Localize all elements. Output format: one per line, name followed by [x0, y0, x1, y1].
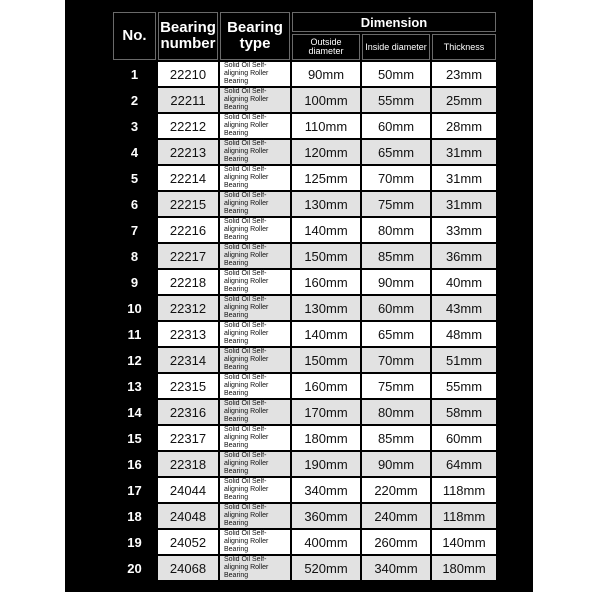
bearing-number-cell: 22216 [158, 218, 218, 242]
inside-diameter-cell: 80mm [362, 218, 430, 242]
row-number: 6 [113, 192, 156, 216]
bearing-type-cell: Solid Oil Self-aligning Roller Bearing [220, 114, 290, 138]
bearing-type-cell: Solid Oil Self-aligning Roller Bearing [220, 296, 290, 320]
outside-diameter-cell: 360mm [292, 504, 360, 528]
row-number: 19 [113, 530, 156, 554]
thickness-cell: 48mm [432, 322, 496, 346]
outside-diameter-cell: 150mm [292, 348, 360, 372]
bearing-type-cell: Solid Oil Self-aligning Roller Bearing [220, 140, 290, 164]
bearing-type-cell: Solid Oil Self-aligning Roller Bearing [220, 530, 290, 554]
table-row [113, 348, 496, 372]
outside-diameter-cell: 140mm [292, 322, 360, 346]
outside-diameter-cell: 340mm [292, 478, 360, 502]
table-row [113, 426, 496, 450]
bearing-number-cell: 24048 [158, 504, 218, 528]
outside-diameter-cell: 120mm [292, 140, 360, 164]
bearing-type-cell: Solid Oil Self-aligning Roller Bearing [220, 504, 290, 528]
thickness-cell: 55mm [432, 374, 496, 398]
row-number: 3 [113, 114, 156, 138]
table-row [113, 140, 496, 164]
outside-diameter-cell: 170mm [292, 400, 360, 424]
inside-diameter-cell: 50mm [362, 62, 430, 86]
bearing-number-cell: 22316 [158, 400, 218, 424]
outside-diameter-cell: 180mm [292, 426, 360, 450]
table-row [113, 218, 496, 242]
inside-diameter-cell: 65mm [362, 140, 430, 164]
table-row [113, 452, 496, 476]
table-row [113, 374, 496, 398]
table-row [113, 322, 496, 346]
table-row [113, 504, 496, 528]
bearing-number-cell: 22318 [158, 452, 218, 476]
bearing-type-cell: Solid Oil Self-aligning Roller Bearing [220, 244, 290, 268]
bearing-type-cell: Solid Oil Self-aligning Roller Bearing [220, 426, 290, 450]
table-row [113, 530, 496, 554]
outside-diameter-cell: 90mm [292, 62, 360, 86]
header-inside-diameter: Inside diameter [362, 34, 430, 60]
header-bearing-number: Bearing number [158, 12, 218, 60]
row-number: 16 [113, 452, 156, 476]
table-row [113, 88, 496, 112]
row-number: 11 [113, 322, 156, 346]
bearing-number-cell: 22212 [158, 114, 218, 138]
row-number: 8 [113, 244, 156, 268]
bearing-type-cell: Solid Oil Self-aligning Roller Bearing [220, 62, 290, 86]
bearing-number-cell: 24052 [158, 530, 218, 554]
thickness-cell: 140mm [432, 530, 496, 554]
bearing-type-cell: Solid Oil Self-aligning Roller Bearing [220, 556, 290, 580]
outside-diameter-cell: 160mm [292, 374, 360, 398]
table-row [113, 478, 496, 502]
inside-diameter-cell: 340mm [362, 556, 430, 580]
table-body [113, 62, 496, 580]
table-row [113, 62, 496, 86]
thickness-cell: 40mm [432, 270, 496, 294]
thickness-cell: 60mm [432, 426, 496, 450]
bearing-type-cell: Solid Oil Self-aligning Roller Bearing [220, 348, 290, 372]
row-number: 9 [113, 270, 156, 294]
thickness-cell: 118mm [432, 478, 496, 502]
inside-diameter-cell: 75mm [362, 374, 430, 398]
table-row [113, 192, 496, 216]
header-bearing-type: Bearing type [220, 12, 290, 60]
row-number: 13 [113, 374, 156, 398]
thickness-cell: 43mm [432, 296, 496, 320]
bearing-type-cell: Solid Oil Self-aligning Roller Bearing [220, 270, 290, 294]
header-dimension: Dimension [292, 12, 496, 32]
outside-diameter-cell: 130mm [292, 192, 360, 216]
outside-diameter-cell: 110mm [292, 114, 360, 138]
row-number: 1 [113, 62, 156, 86]
inside-diameter-cell: 260mm [362, 530, 430, 554]
thickness-cell: 51mm [432, 348, 496, 372]
inside-diameter-cell: 90mm [362, 270, 430, 294]
table-row [113, 296, 496, 320]
inside-diameter-cell: 85mm [362, 244, 430, 268]
table-header [113, 12, 496, 60]
row-number: 10 [113, 296, 156, 320]
thickness-cell: 28mm [432, 114, 496, 138]
row-number: 18 [113, 504, 156, 528]
outside-diameter-cell: 100mm [292, 88, 360, 112]
thickness-cell: 118mm [432, 504, 496, 528]
inside-diameter-cell: 70mm [362, 166, 430, 190]
thickness-cell: 180mm [432, 556, 496, 580]
bearing-type-cell: Solid Oil Self-aligning Roller Bearing [220, 374, 290, 398]
thickness-cell: 64mm [432, 452, 496, 476]
bearing-number-cell: 22218 [158, 270, 218, 294]
bearing-number-cell: 24044 [158, 478, 218, 502]
inside-diameter-cell: 240mm [362, 504, 430, 528]
thickness-cell: 31mm [432, 166, 496, 190]
row-number: 20 [113, 556, 156, 580]
inside-diameter-cell: 85mm [362, 426, 430, 450]
outside-diameter-cell: 400mm [292, 530, 360, 554]
outside-diameter-cell: 130mm [292, 296, 360, 320]
outside-diameter-cell: 160mm [292, 270, 360, 294]
table-row [113, 400, 496, 424]
bearing-number-cell: 22210 [158, 62, 218, 86]
thickness-cell: 36mm [432, 244, 496, 268]
thickness-cell: 25mm [432, 88, 496, 112]
bearing-number-cell: 22217 [158, 244, 218, 268]
bearing-type-cell: Solid Oil Self-aligning Roller Bearing [220, 400, 290, 424]
bearing-type-cell: Solid Oil Self-aligning Roller Bearing [220, 218, 290, 242]
bearing-number-cell: 22315 [158, 374, 218, 398]
row-number: 12 [113, 348, 156, 372]
table-row [113, 166, 496, 190]
table-row [113, 244, 496, 268]
bearing-number-cell: 22215 [158, 192, 218, 216]
bearing-number-cell: 24068 [158, 556, 218, 580]
bearing-type-cell: Solid Oil Self-aligning Roller Bearing [220, 322, 290, 346]
header-thickness: Thickness [432, 34, 496, 60]
inside-diameter-cell: 220mm [362, 478, 430, 502]
thickness-cell: 33mm [432, 218, 496, 242]
inside-diameter-cell: 60mm [362, 296, 430, 320]
row-number: 14 [113, 400, 156, 424]
bearing-number-cell: 22211 [158, 88, 218, 112]
bearing-number-cell: 22213 [158, 140, 218, 164]
bearing-spec-table [111, 10, 498, 582]
table-row [113, 270, 496, 294]
outside-diameter-cell: 140mm [292, 218, 360, 242]
table-row [113, 114, 496, 138]
bearing-type-cell: Solid Oil Self-aligning Roller Bearing [220, 452, 290, 476]
thickness-cell: 31mm [432, 192, 496, 216]
bearing-number-cell: 22317 [158, 426, 218, 450]
thickness-cell: 23mm [432, 62, 496, 86]
outside-diameter-cell: 190mm [292, 452, 360, 476]
bearing-type-cell: Solid Oil Self-aligning Roller Bearing [220, 478, 290, 502]
thickness-cell: 31mm [432, 140, 496, 164]
outside-diameter-cell: 125mm [292, 166, 360, 190]
bearing-type-cell: Solid Oil Self-aligning Roller Bearing [220, 88, 290, 112]
inside-diameter-cell: 80mm [362, 400, 430, 424]
bearing-type-cell: Solid Oil Self-aligning Roller Bearing [220, 166, 290, 190]
row-number: 17 [113, 478, 156, 502]
bearing-number-cell: 22312 [158, 296, 218, 320]
row-number: 15 [113, 426, 156, 450]
row-number: 2 [113, 88, 156, 112]
inside-diameter-cell: 60mm [362, 114, 430, 138]
inside-diameter-cell: 65mm [362, 322, 430, 346]
bearing-number-cell: 22314 [158, 348, 218, 372]
thickness-cell: 58mm [432, 400, 496, 424]
row-number: 7 [113, 218, 156, 242]
inside-diameter-cell: 70mm [362, 348, 430, 372]
inside-diameter-cell: 90mm [362, 452, 430, 476]
header-outside-diameter: Outside diameter [292, 34, 360, 60]
row-number: 5 [113, 166, 156, 190]
bearing-number-cell: 22214 [158, 166, 218, 190]
outside-diameter-cell: 150mm [292, 244, 360, 268]
header-no: No. [113, 12, 156, 60]
outside-diameter-cell: 520mm [292, 556, 360, 580]
inside-diameter-cell: 75mm [362, 192, 430, 216]
inside-diameter-cell: 55mm [362, 88, 430, 112]
bearing-number-cell: 22313 [158, 322, 218, 346]
row-number: 4 [113, 140, 156, 164]
bearing-type-cell: Solid Oil Self-aligning Roller Bearing [220, 192, 290, 216]
table-row [113, 556, 496, 580]
